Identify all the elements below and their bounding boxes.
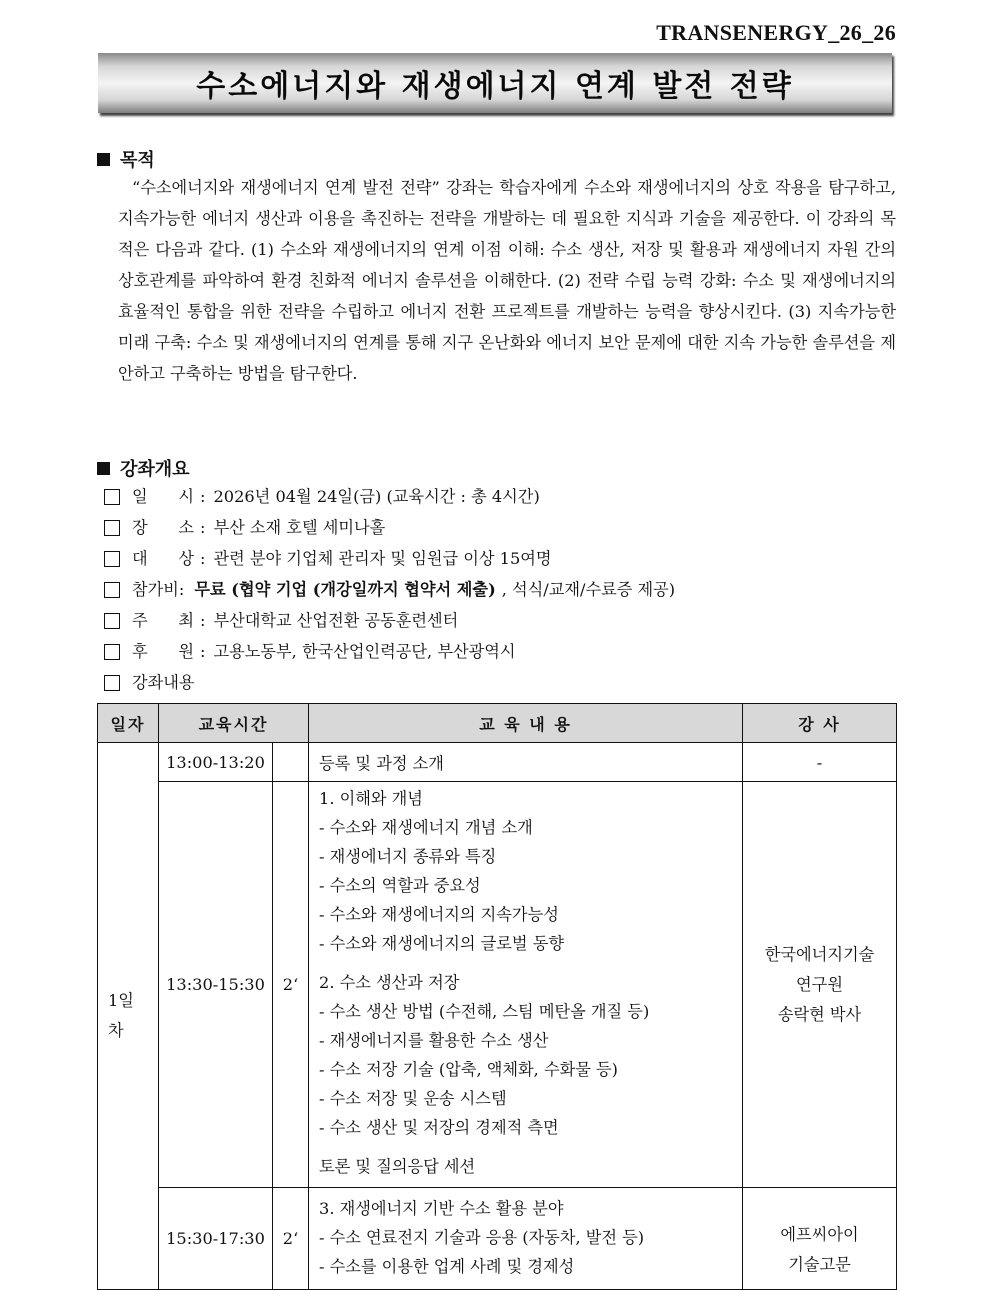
purpose-heading-label: 목적 (120, 150, 155, 171)
hours-cell (273, 743, 309, 782)
list-item: - 수소 저장 및 운송 시스템 (319, 1089, 507, 1108)
overview-sponsor: 후 원 : 고용노동부, 한국산업인력공단, 부산광역시 (104, 636, 675, 667)
fee-label: 참가비: (132, 579, 185, 599)
list-item: - 수소의 역할과 중요성 (319, 876, 481, 895)
list-item: - 재생에너지를 활용한 수소 생산 (319, 1031, 549, 1050)
table-row (98, 782, 897, 1188)
day-line-2: 차 (108, 1021, 124, 1040)
list-item: 1. 이해와 개념 (319, 789, 423, 808)
header-lecturer: 강 사 (743, 704, 897, 743)
time-cell: 15:30-17:30 (159, 1188, 273, 1290)
content-cell: 등록 및 과정 소개 (309, 743, 743, 782)
purpose-heading (97, 146, 155, 172)
lecturer-line: 에프씨아이 (780, 1224, 859, 1244)
day-cell (98, 743, 159, 1290)
table-row (98, 743, 897, 782)
checkbox-icon (104, 551, 120, 567)
sponsor-value: 고용노동부, 한국산업인력공단, 부산광역시 (213, 641, 516, 661)
fee-value-rest: , 석식/교재/수료증 제공) (501, 579, 676, 599)
list-item: - 수소 저장 기술 (압축, 액체화, 수화물 등) (319, 1060, 618, 1079)
list-item: - 수소 생산 및 저장의 경제적 측면 (319, 1118, 559, 1137)
sponsor-label: 후 원 (132, 641, 194, 661)
list-item: 3. 재생에너지 기반 수소 활용 분야 (319, 1199, 564, 1218)
hours-cell: 2‘ (273, 782, 309, 1188)
lecturer-cell (743, 1188, 897, 1290)
header-time: 교육시간 (159, 704, 309, 743)
document-code: TRANSENERGY_26_26 (656, 20, 896, 45)
lecturer-line: 연구원 (796, 974, 843, 994)
checkbox-icon (104, 644, 120, 660)
lecturer-line: 한국에너지기술 (764, 944, 875, 964)
place-value: 부산 소재 호텔 세미나홀 (213, 517, 386, 537)
list-item: - 수소를 이용한 업계 사례 및 경제성 (319, 1257, 575, 1276)
table-header-row (98, 704, 897, 743)
list-item: - 수소 생산 방법 (수전해, 스팀 메탄올 개질 등) (319, 1002, 650, 1021)
lecturer-cell (743, 782, 897, 1188)
list-item: - 수소와 재생에너지의 지속가능성 (319, 905, 559, 924)
list-item: - 수소 연료전지 기술과 응용 (자동차, 발전 등) (319, 1228, 645, 1247)
date-value: 2026년 04월 24일(금) (교육시간 : 총 4시간) (213, 486, 540, 506)
overview-host: 주 최 : 부산대학교 산업전환 공동훈련센터 (104, 605, 675, 636)
square-bullet-icon (97, 462, 110, 475)
target-label: 대 상 (132, 548, 194, 568)
lecturer-line: 송락현 박사 (777, 1004, 862, 1024)
content-cell (309, 782, 743, 1188)
purpose-text: “수소에너지와 재생에너지 연계 발전 전략” 강좌는 학습자에게 수소와 재생에너지의 상호 작용을 탐구하고, 지속가능한 에너지 생산과 이용을 촉진하는 전략을 개발하는 데 필요한 지식과 기술을 제공한다. 이 강좌의 목적은 다음과 같다. (1) 수소와 재생에너지의 연계 이점 이해: 수소 생산, 저장 및 활용과 재생에너지 자원 간의 상호관계를 파악하여 환경 친화적 에너지 솔루션을 이해한다. (2) 전략 수립 능력 강화: 수소 및 재생에너지의 효율적인 통합을 위한 전략을 수립하고 에너지 전환 프로젝트를 개발하는 능력을 향상시킨다. (3) 지속가능한 미래 구축: 수소 및 재생에너지의 연계를 통해 지구 온난화와 에너지 보안 문제에 대한 지속 가능한 솔루션을 제안하고 구축하는 방법을 탐구한다. (118, 178, 896, 383)
checkbox-icon (104, 520, 120, 536)
content-cell (309, 1188, 743, 1290)
checkbox-icon (104, 675, 120, 691)
hours-cell: 2‘ (273, 1188, 309, 1290)
checkbox-icon (104, 582, 120, 598)
square-bullet-icon (97, 153, 110, 166)
place-label: 장 소 (132, 517, 194, 537)
overview-place: 장 소 : 부산 소재 호텔 세미나홀 (104, 512, 675, 543)
checkbox-icon (104, 613, 120, 629)
list-item: 토론 및 질의응답 세션 (319, 1157, 476, 1176)
day-line-1: 1일 (108, 991, 134, 1010)
list-item: - 수소와 재생에너지 개념 소개 (319, 818, 533, 837)
host-value: 부산대학교 산업전환 공동훈련센터 (213, 610, 459, 630)
table-row (98, 1188, 897, 1290)
overview-date: 일 시 : 2026년 04월 24일(금) (교육시간 : 총 4시간) (104, 481, 675, 512)
content-label: 강좌내용 (132, 672, 195, 692)
list-item: - 수소와 재생에너지의 글로벌 동향 (319, 934, 564, 953)
header-day: 일자 (98, 704, 159, 743)
time-cell: 13:00-13:20 (159, 743, 273, 782)
overview-target: 대 상 : 관련 분야 기업체 관리자 및 임원급 이상 15여명 (104, 543, 675, 574)
list-item: - 재생에너지 종류와 특징 (319, 847, 497, 866)
target-value: 관련 분야 기업체 관리자 및 임원급 이상 15여명 (213, 548, 552, 568)
page-title: 수소에너지와 재생에너지 연계 발전 전략 (196, 69, 794, 104)
lecturer-cell: - (743, 743, 897, 782)
header-content: 교 육 내 용 (309, 704, 743, 743)
fee-value-bold: 무료 (협약 기업 (개강일까지 협약서 제출) (194, 579, 496, 599)
checkbox-icon (104, 489, 120, 505)
list-item: 2. 수소 생산과 저장 (319, 973, 460, 992)
overview-list (104, 481, 675, 698)
date-label: 일 시 (132, 486, 194, 506)
title-banner (98, 53, 892, 113)
time-cell: 13:30-15:30 (159, 782, 273, 1188)
overview-heading (97, 455, 190, 481)
lecturer-line: 기술고문 (788, 1254, 851, 1274)
overview-fee (104, 574, 675, 605)
overview-content-label (104, 667, 675, 698)
schedule-table (97, 703, 897, 1290)
overview-heading-label: 강좌개요 (120, 459, 190, 480)
host-label: 주 최 (132, 610, 194, 630)
